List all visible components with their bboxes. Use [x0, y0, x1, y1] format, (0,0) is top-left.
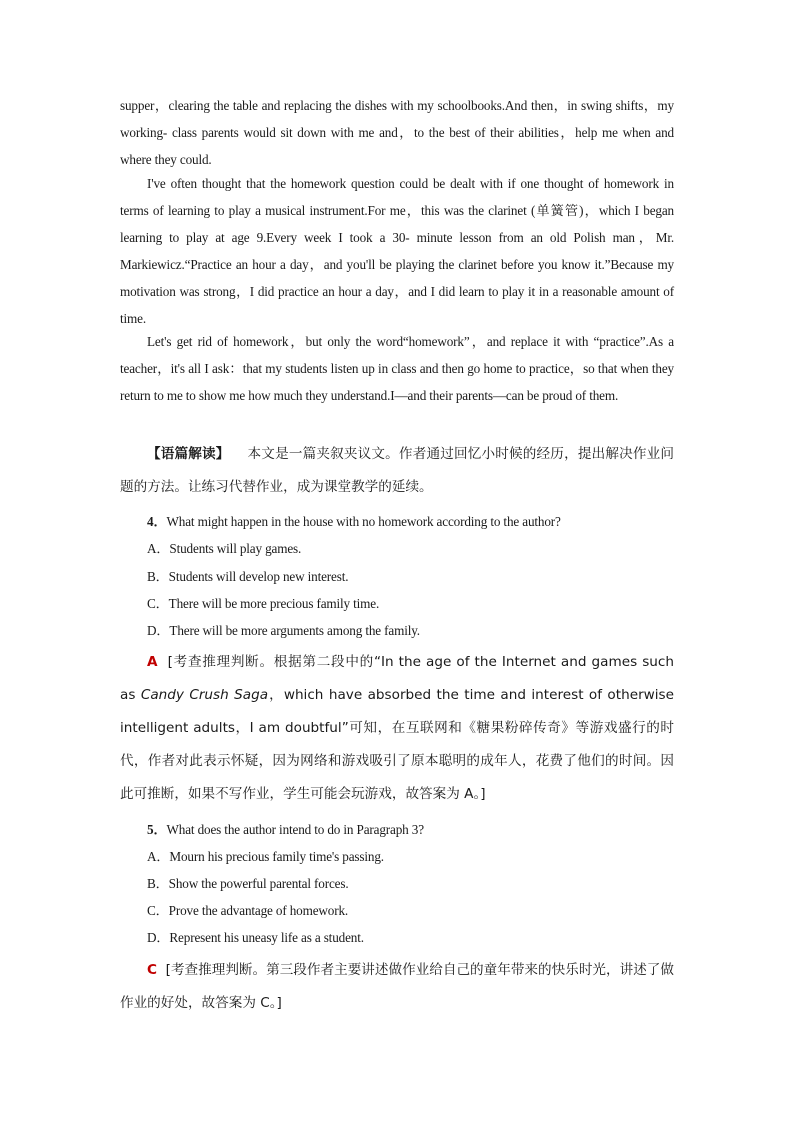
question-4-option-a: A．Students will play games. — [147, 541, 302, 556]
passage-paragraph-1 — [120, 92, 674, 173]
question-5-option-c: C．Prove the advantage of homework. — [147, 903, 349, 918]
question-number: 4． — [147, 514, 167, 529]
passage-text: Let's get rid of homework，but only the word“homework”，and replace it with “practice”.As a teacher，it's all I ask：that my students listen up in class and then go home to practice，so that when they return to me to show me how much they understand.I—and their parents—can be proud of them. — [120, 334, 674, 403]
question-text: What might happen in the house with no homework according to the author? — [166, 514, 561, 529]
discourse-analysis — [120, 438, 674, 504]
explanation-text: [考查推理判断。第三段作者主要讲述做作业给自己的童年带来的快乐时光，讲述了做作业的好处，故答案为 C。] — [120, 962, 674, 1011]
passage-paragraph-2 — [120, 170, 674, 332]
answer-letter: C — [147, 962, 157, 978]
passage-paragraph-3 — [120, 328, 674, 409]
question-5-option-d: D．Represent his uneasy life as a student. — [147, 930, 364, 945]
question-text: What does the author intend to do in Paragraph 3? — [166, 822, 424, 837]
question-number: 5． — [147, 822, 167, 837]
analysis-text: 本文是一篇夹叙夹议文。作者通过回忆小时候的经历，提出解决作业问题的方法。让练习代替作业，成为课堂教学的延续。 — [120, 446, 675, 495]
question-4-option-c: C．There will be more precious family time. — [147, 596, 380, 611]
explanation-text: [考查推理判断。根据第二段中的“In the age of the Internet and games such as — [120, 654, 674, 703]
question-4-answer — [120, 646, 674, 811]
answer-letter: A — [147, 654, 158, 670]
passage-text: I've often thought that the homework question could be dealt with if one thought of homework in terms of learning to play a musical instrument.For me，this was the clarinet (单簧管)，which I began learning to play at age 9.Every week I took a 30- minute lesson from an old Polish man，Mr. Markiewicz.“Practice an hour a day，and you'll be playing the clarinet before you know it.”Because my motivation was strong，I did practice an hour a day，and I did learn to play it in a reasonable amount of time. — [120, 176, 674, 326]
question-4-option-b: B．Students will develop new interest. — [147, 569, 349, 584]
explanation-italic: Candy Crush Saga — [140, 687, 269, 703]
question-5-answer — [120, 954, 674, 1020]
question-5-stem — [147, 816, 424, 843]
question-4-option-d: D．There will be more arguments among the family. — [147, 623, 420, 638]
explanation-text: ，which have absorbed the time and interest of otherwise intelligent adults，I am doubtful”可知，在互联网和《糖果粉碎传奇》等游戏盛行的时代，作者对此表示怀疑，因为网络和游戏吸引了原本聪明的成年人，花费了他们的时间。因此可推断，如果不写作业，学生可能会玩游戏，故答案为 A。] — [120, 687, 674, 802]
question-5-option-a: A．Mourn his precious family time's passing. — [147, 849, 384, 864]
question-4-stem — [147, 508, 561, 535]
passage-text: supper，clearing the table and replacing the dishes with my schoolbooks.And then，in swing shifts，my working- class parents would sit down with me and，to the best of their abilities，help me when and where they could. — [120, 98, 674, 167]
question-5-option-b: B．Show the powerful parental forces. — [147, 876, 349, 891]
analysis-label: 【语篇解读】 — [147, 446, 230, 462]
